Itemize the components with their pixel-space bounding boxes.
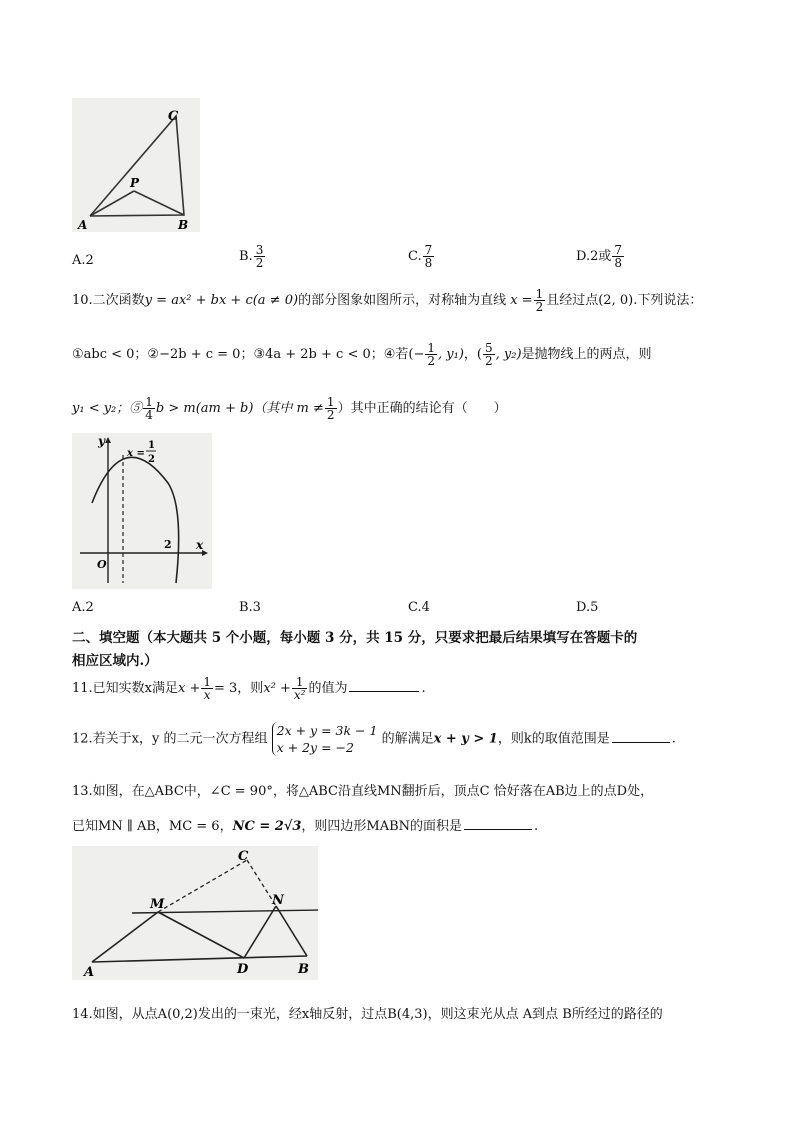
q13-figure: [72, 846, 318, 980]
q10-figure: [72, 433, 212, 589]
q10-option-b: B.3: [239, 600, 261, 615]
q12-answer-blank[interactable]: [612, 730, 670, 743]
q9-option-a: A.2: [72, 253, 94, 268]
q14-line1: 14.如图，从点A(0,2)发出的一束光，经x轴反射，过点B(4,3)，则这束光从点 A到点 B所经过的路径的: [72, 1007, 663, 1022]
q11-answer-blank[interactable]: [349, 679, 419, 692]
q9-option-c: C. $\frac{7}{8}$: [408, 243, 433, 270]
q9-option-b: B. $\frac{3}{2}$: [239, 243, 264, 270]
q10-line3: y₁ < y₂；⑤ $\frac{1}{4}$ b > m(am + b)（其中 m ≠ $\frac{1}{2}$ ）其中正确的结论有（ ）: [72, 395, 507, 422]
q10-root-label: 2: [164, 538, 172, 551]
q10-axis-num: 1: [148, 440, 155, 451]
q13-point-m: M: [150, 897, 165, 912]
q13-point-b: B: [298, 962, 309, 977]
q9-point-a: A: [78, 218, 88, 232]
q9-option-d: D.2或 $\frac{7}{8}$: [576, 243, 623, 270]
q10-parabola-graph: [72, 433, 212, 589]
q9-point-p: P: [130, 176, 140, 190]
q10-axis-label: x =: [127, 448, 145, 459]
q13-line1: 13.如图，在△ABC中，∠C = 90°，将△ABC沿直线MN翻折后，顶点C 恰好落在AB边上的点D处，: [72, 784, 654, 799]
q12-line: 12.若关于x，y 的二元一次方程组 2x + y = 3k − 1 x + 2y = −2 的解满足x + y > 1，则k的取值范围是 .: [72, 723, 676, 755]
section-2-heading: 二、填空题（本大题共 5 个小题，每小题 3 分，共 15 分，只要求把最后结果填写在答题卡的: [72, 630, 638, 646]
q10-y-label: y: [98, 434, 105, 448]
q13-answer-blank[interactable]: [464, 817, 532, 830]
q12-system: 2x + y = 3k − 1 x + 2y = −2: [272, 722, 378, 756]
q10-origin-label: O: [97, 558, 107, 571]
q9-triangle-diagram: [72, 98, 200, 232]
q13-point-n: N: [272, 893, 284, 908]
q10-option-a: A.2: [72, 600, 94, 615]
q13-point-c: C: [238, 849, 249, 864]
q13-point-d: D: [237, 962, 249, 977]
q9-point-c: C: [168, 109, 179, 124]
q10-line2: ①abc < 0；②−2b + c = 0；③4a + 2b + c < 0；④若(− $\frac{1}{2}$ , y₁)，( $\frac{5}{2}$ , y₂)是抛物线上的两点，则: [72, 341, 652, 368]
q9-point-b: B: [178, 218, 189, 232]
q10-line1: 10.二次函数y = ax² + bx + c(a ≠ 0)的部分图象如图所示，对称轴为直线 x = $\frac{1}{2}$ 且经过点(2, 0).下列说法：: [72, 287, 703, 314]
q13-fold-diagram: [72, 846, 318, 980]
section-2-heading-cont: 相应区域内.）: [72, 653, 158, 669]
q10-axis-den: 2: [148, 454, 155, 465]
q10-x-label: x: [196, 538, 204, 552]
q9-figure: [72, 98, 200, 232]
q13-point-a: A: [84, 965, 95, 980]
q13-line2: 已知MN ∥ AB，MC = 6，NC = 2√3，则四边形MABN的面积是 .: [72, 819, 539, 834]
q11-line: 11.已知实数x满足x + $\frac{1}{x}$ = 3，则x² + $\frac{1}{\text{x²}}$ 的值为 .: [72, 675, 426, 702]
q10-option-d: D.5: [576, 600, 599, 615]
q10-option-c: C.4: [408, 600, 430, 615]
